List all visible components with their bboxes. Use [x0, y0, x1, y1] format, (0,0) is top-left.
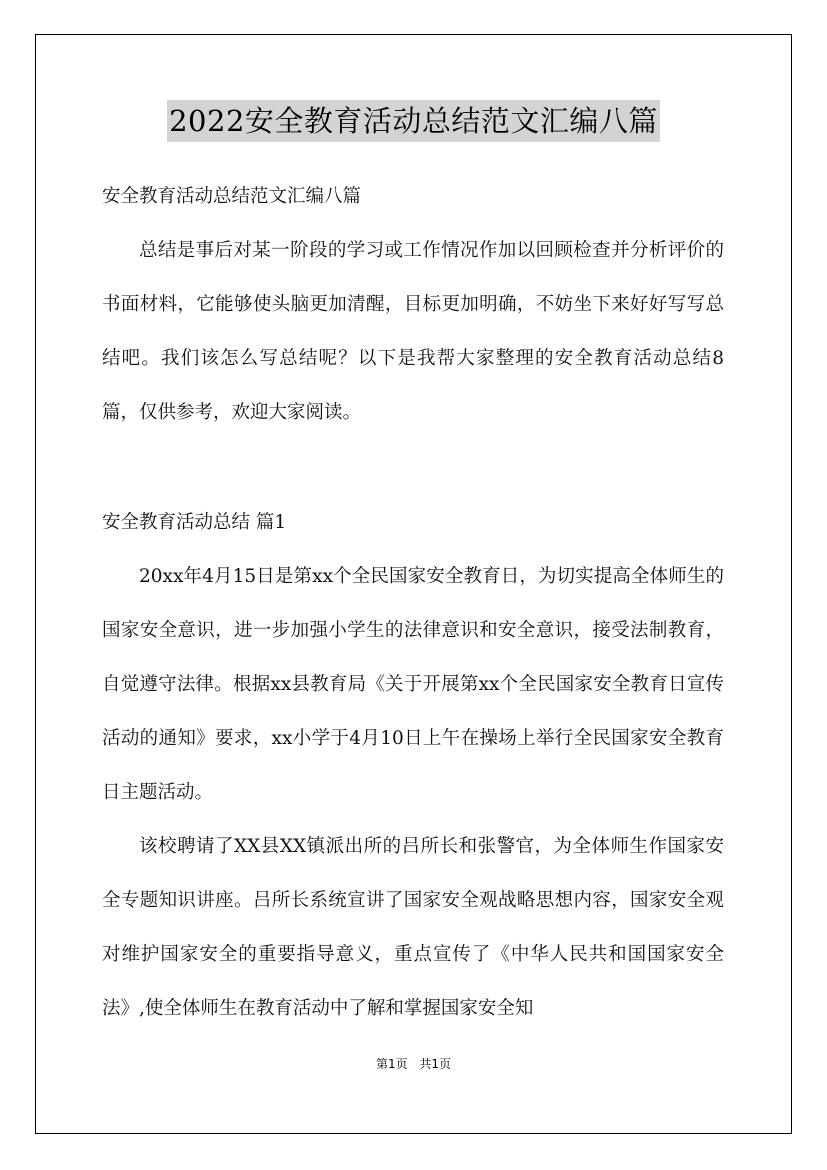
section-heading: 安全教育活动总结 篇1	[102, 512, 287, 533]
intro-paragraph: 总结是事后对某一阶段的学习或工作情况作加以回顾检查并分析评价的书面材料，它能够使头脑更加清醒，目标更加明确，不妨坐下来好好写写总结吧。我们该怎么写总结呢？以下是我帮大家整理的安全教育活动总结8篇，仅供参考，欢迎大家阅读。	[102, 240, 724, 423]
document-subtitle: 安全教育活动总结范文汇编八篇	[102, 186, 362, 207]
paragraph: 该校聘请了XX县XX镇派出所的吕所长和张警官，为全体师生作国家安全专题知识讲座。吕所长系统宣讲了国家安全观战略思想内容，国家安全观对维护国家安全的重要指导意义，重点宣传了《中华人民共和国国家安全法》,使全体师生在教育活动中了解和掌握国家安全知	[102, 836, 724, 1019]
page-footer	[0, 1055, 827, 1072]
document-body	[102, 170, 724, 1036]
title-wrap	[0, 100, 827, 142]
paragraph: 20xx年4月15日是第xx个全民国家安全教育日，为切实提高全体师生的国家安全意识，进一步加强小学生的法律意识和安全意识，接受法制教育，自觉遵守法律。根据xx县教育局《关于开展第xx个全民国家安全教育日宣传活动的通知》要求，xx小学于4月10日上午在操场上举行全民国家安全教育日主题活动。	[102, 566, 724, 803]
page-number: 第1页	[375, 1057, 408, 1071]
page-total: 共1页	[419, 1057, 452, 1071]
document-title: 2022安全教育活动总结范文汇编八篇	[167, 100, 660, 142]
